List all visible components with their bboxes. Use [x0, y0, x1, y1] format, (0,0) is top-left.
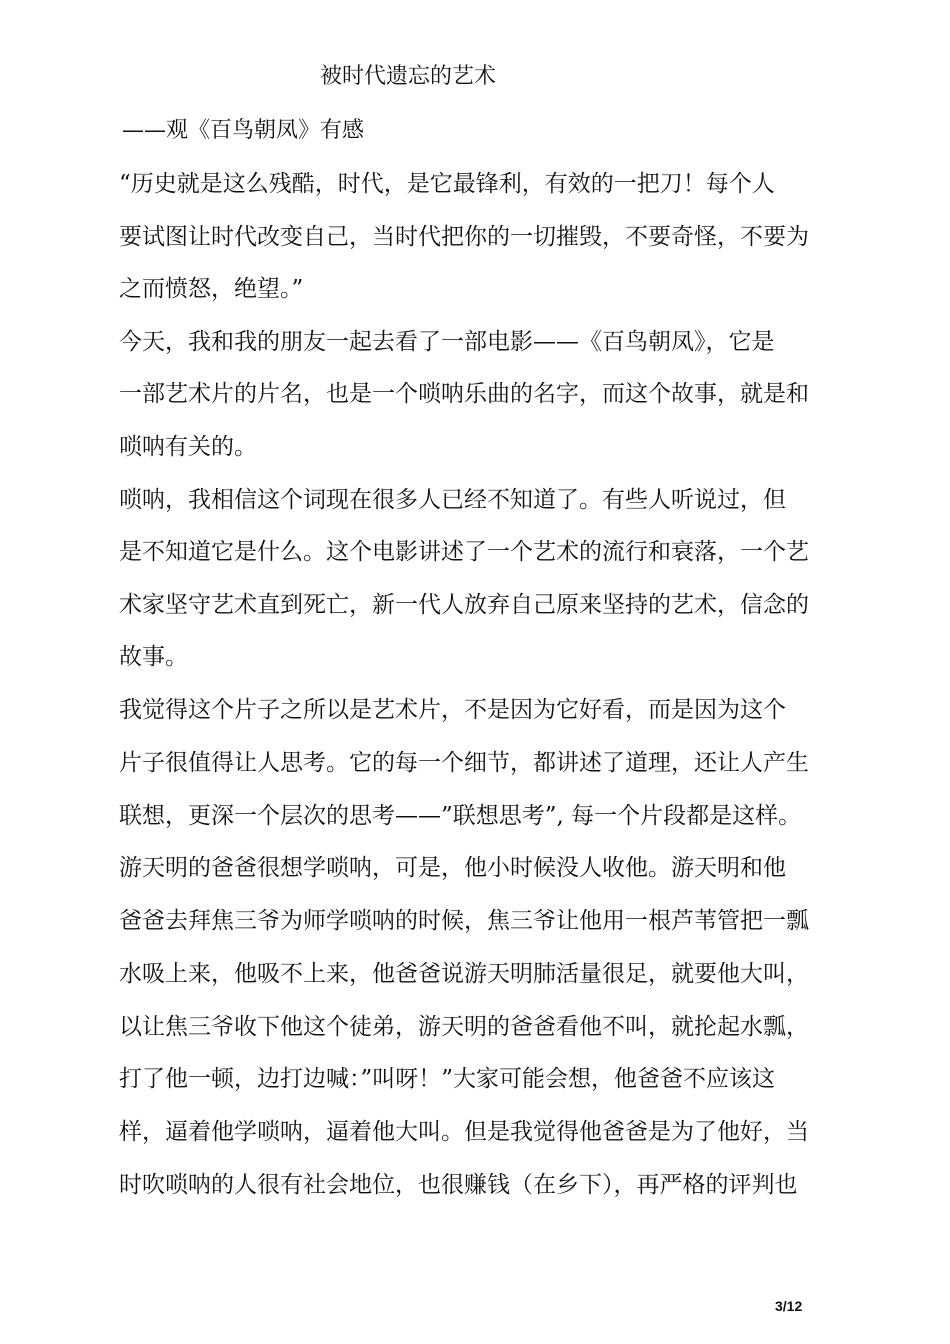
body-line: 打了他一顿，边打边喊：”叫呀！”大家可能会想，他爸爸不应该这 [119, 1066, 776, 1092]
body-line: 联想，更深一个层次的思考——”联想思考”, 每一个片段都是这样。 [119, 803, 802, 829]
body-line: 以让焦三爷收下他这个徒弟，游天明的爸爸看他不叫，就抡起水瓢， [119, 1014, 809, 1040]
body-line: 之而愤怒，绝望。” [119, 276, 304, 302]
body-line: 游天明的爸爸很想学唢呐，可是，他小时候没人收他。游天明和他 [119, 855, 786, 881]
document-subtitle: ——观《百鸟朝凤》有感 [122, 118, 365, 143]
body-line: 我觉得这个片子之所以是艺术片，不是因为它好看，而是因为这个 [119, 697, 786, 723]
body-line: 样，逼着他学唢呐，逼着他大叫。但是我觉得他爸爸是为了他好，当 [119, 1119, 809, 1145]
body-line: 术家坚守艺术直到死亡，新一代人放弃自己原来坚持的艺术，信念的 [119, 592, 809, 618]
body-line: 时吹唢呐的人很有社会地位，也很赚钱（在乡下），再严格的评判也 [119, 1172, 798, 1198]
body-line: 是不知道它是什么。这个电影讲述了一个艺术的流行和衰落，一个艺 [119, 539, 809, 565]
document-title: 被时代遗忘的艺术 [320, 64, 497, 89]
body-line: 故事。 [119, 644, 188, 670]
body-line: 今天，我和我的朋友一起去看了一部电影——《百鸟朝凤》，它是 [119, 329, 775, 355]
body-line: 要试图让时代改变自己，当时代把你的一切摧毁，不要奇怪，不要为 [119, 224, 809, 250]
body-line: 一部艺术片的片名，也是一个唢呐乐曲的名字，而这个故事，就是和 [119, 381, 809, 407]
body-line: 爸爸去拜焦三爷为师学唢呐的时候，焦三爷让他用一根芦苇管把一瓢 [119, 908, 809, 934]
body-line: 唢呐有关的。 [119, 434, 257, 460]
body-line: “历史就是这么残酷，时代，是它最锋利，有效的一把刀！每个人 [119, 171, 775, 197]
body-line: 片子很值得让人思考。它的每一个细节，都讲述了道理，还让人产生 [119, 750, 809, 776]
page-number: 3/12 [775, 1298, 803, 1314]
body-line: 水吸上来，他吸不上来，他爸爸说游天明肺活量很足，就要他大叫， [119, 961, 809, 987]
body-line: 唢呐，我相信这个词现在很多人已经不知道了。有些人听说过，但 [119, 487, 786, 513]
